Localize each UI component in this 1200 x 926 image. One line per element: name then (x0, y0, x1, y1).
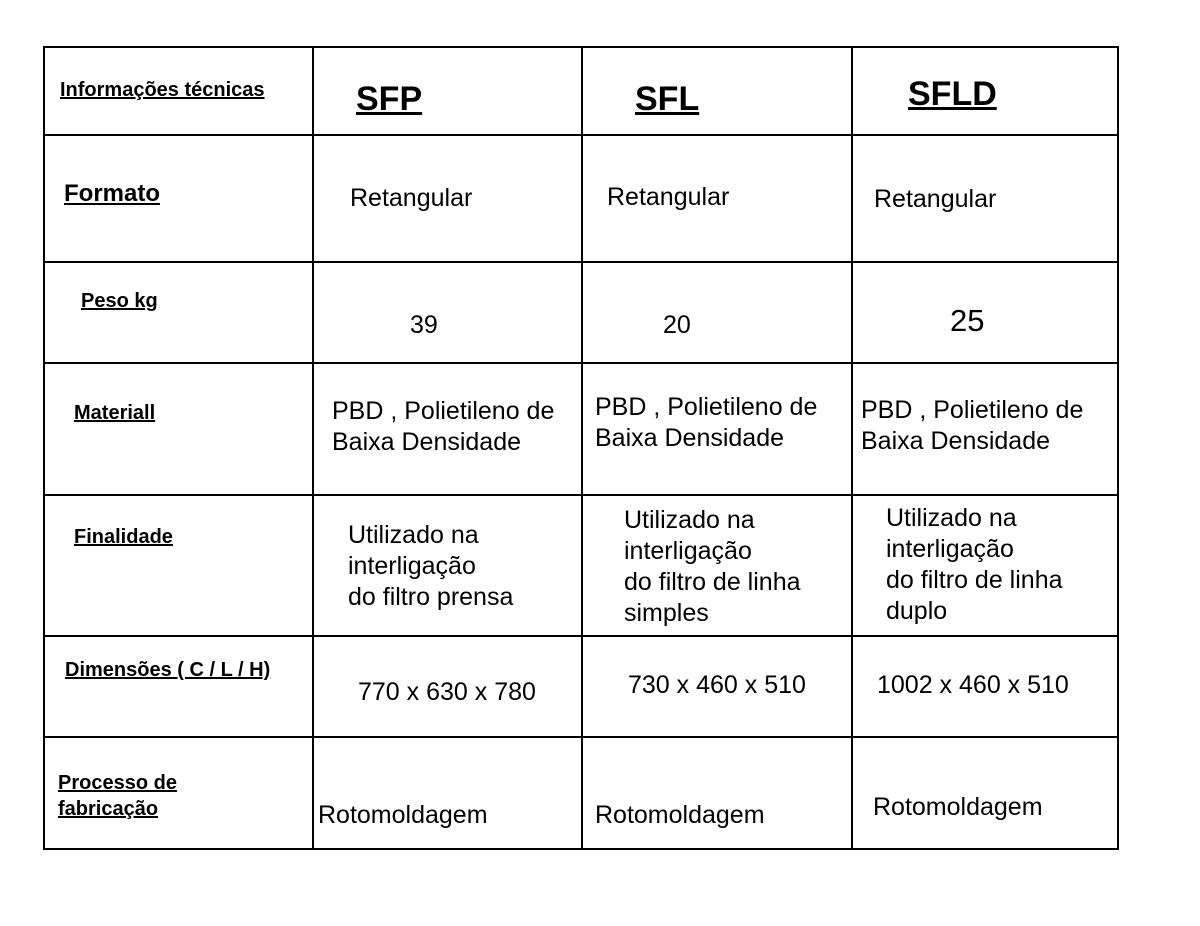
column-header-sfld: SFLD (908, 75, 997, 113)
row-label-processo: Processo de fabricação (58, 772, 177, 820)
row-label-finalidade: Finalidade (74, 526, 173, 548)
col-divider (312, 46, 314, 850)
cell-dimensoes-sfp: 770 x 630 x 780 (358, 678, 536, 706)
cell-formato-sfld: Retangular (874, 185, 997, 213)
row-label-peso: Peso kg (81, 290, 158, 312)
col-divider (851, 46, 853, 850)
cell-material-sfld: PBD , Polietileno de Baixa Densidade (861, 396, 1084, 455)
cell-processo-sfl: Rotomoldagem (595, 801, 765, 829)
cell-material-sfp: PBD , Polietileno de Baixa Densidade (332, 397, 555, 456)
cell-finalidade-sfld: Utilizado na interligação do filtro de linha duplo (886, 504, 1063, 625)
row-label-formato: Formato (64, 180, 160, 207)
cell-processo-sfld: Rotomoldagem (873, 793, 1043, 821)
cell-dimensoes-sfld: 1002 x 460 x 510 (877, 671, 1069, 699)
header-label: Informações técnicas (60, 79, 265, 101)
cell-formato-sfl: Retangular (607, 183, 730, 211)
cell-finalidade-sfp: Utilizado na interligação do filtro prensa (348, 521, 514, 611)
row-label-dimensoes: Dimensões ( C / L / H) (65, 659, 271, 681)
cell-finalidade-sfl: Utilizado na interligação do filtro de linha simples (624, 506, 801, 627)
cell-dimensoes-sfl: 730 x 460 x 510 (628, 671, 806, 699)
cell-processo-sfp: Rotomoldagem (318, 801, 488, 829)
cell-peso-sfld: 25 (950, 303, 985, 338)
cell-formato-sfp: Retangular (350, 184, 473, 212)
cell-peso-sfp: 39 (410, 311, 438, 339)
column-header-sfp: SFP (356, 80, 423, 118)
table-border-left (43, 46, 45, 850)
col-divider (581, 46, 583, 850)
cell-material-sfl: PBD , Polietileno de Baixa Densidade (595, 393, 818, 452)
row-label-material: Materiall (74, 402, 156, 424)
cell-peso-sfl: 20 (663, 311, 691, 339)
table-border-right (1117, 46, 1119, 850)
column-header-sfl: SFL (635, 80, 700, 118)
